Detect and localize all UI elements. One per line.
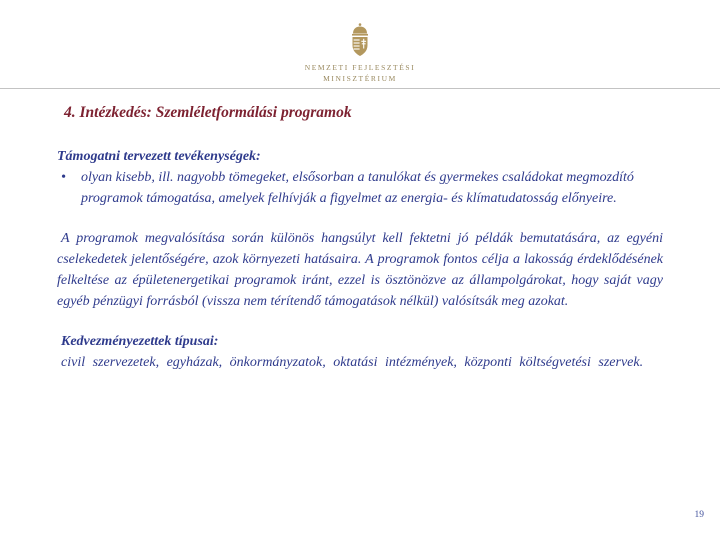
programs-paragraph: A programok megvalósítása során különös hangsúlyt kell fektetni jó példák bemutatására, az egyéni cselekedetek jelentőségére, azok környezeti hatásaira. A programok fontos célja a lakosság érdeklődésének felkeltése az épületenergetikai programok iránt, ezzel is ösztönözve az állampolgárokat, hogy saját vagy egyéb pénzügyi forrásból (vissza nem térítendő támogatások nélkül) valósítsák meg azokat. [57,231,663,309]
slide-body [57,146,663,373]
beneficiaries-paragraph: civil szervezetek, egyházak, önkormányzatok, oktatási intézmények, központi költségvetési szervek. [61,355,644,370]
page-number: 19 [694,510,704,520]
slide-title: 4. Intézkedés: Szemléletformálási programok [64,104,352,121]
ministry-name-line2: MINISZTÉRIUM [323,73,397,83]
ministry-logo [0,20,720,84]
ministry-name-line1: NEMZETI FEJLESZTÉSI [304,63,416,72]
list-item [61,167,663,209]
bullet-marker: • [61,170,66,185]
beneficiaries-heading: Kedvezményezettek típusai: [61,334,219,349]
header-divider [0,88,720,89]
supported-activities-heading: Támogatni tervezett tevékenységek: [57,149,261,164]
ministry-crest-icon [342,20,378,60]
list-item-text: olyan kisebb, ill. nagyobb tömegeket, elsősorban a tanulókat és gyermekes családokat megmozdító programok támogatása, amelyek felhívják a figyelmet az energia- és klímatudatosság előnyeire. [81,170,634,206]
